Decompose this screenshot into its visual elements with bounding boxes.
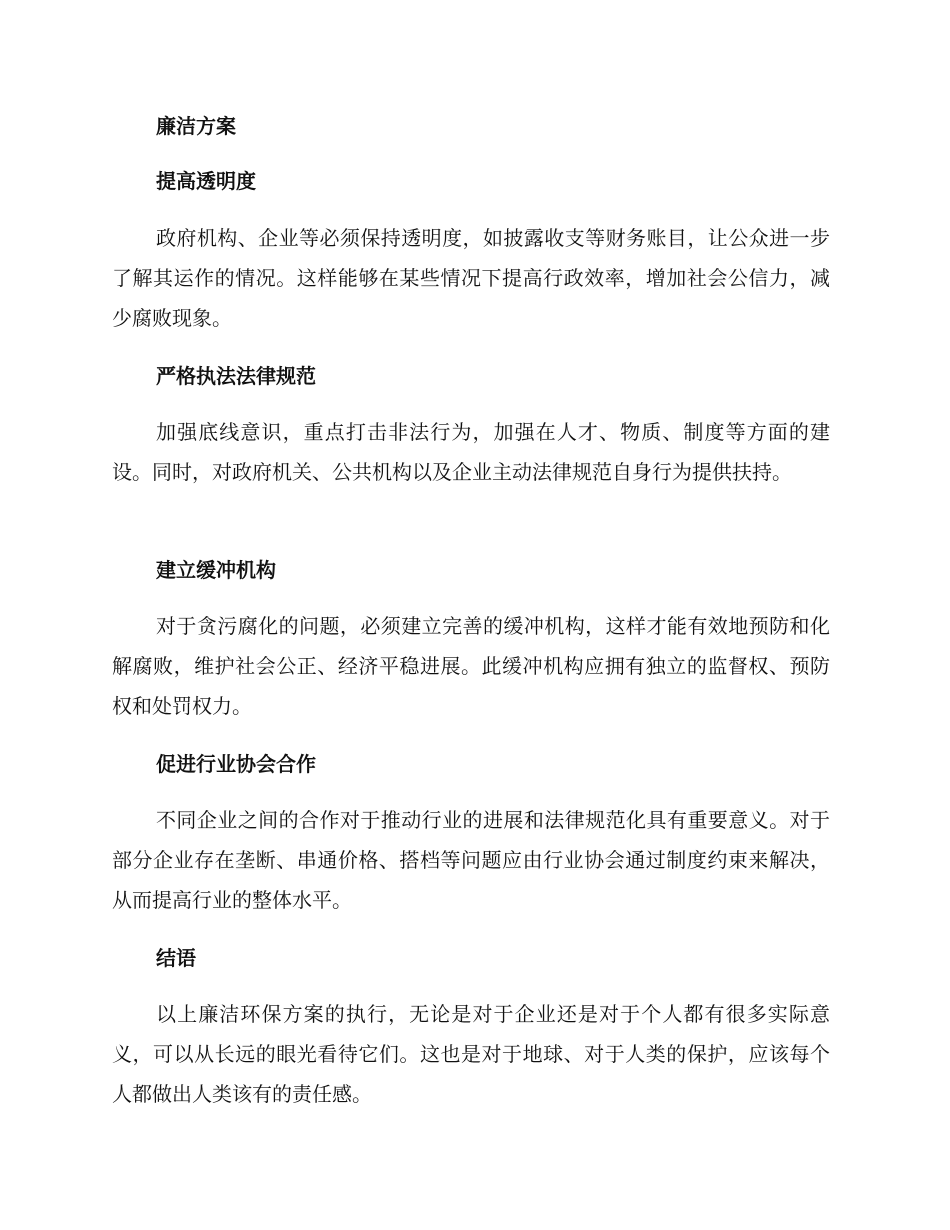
section-heading-industry-cooperation: 促进行业协会合作 (156, 752, 316, 776)
section-body-transparency: 政府机构、企业等必须保持透明度，如披露收支等财务账目，让公众进一步了解其运作的情况。这样能够在某些情况下提高行政效率，增加社会公信力，减少腐败现象。 (112, 226, 830, 330)
document-title: 廉洁方案 (156, 114, 236, 138)
section-heading-transparency: 提高透明度 (156, 169, 256, 193)
section-body-law-enforcement: 加强底线意识，重点打击非法行为，加强在人才、物质、制度等方面的建设。同时，对政府机关、公共机构以及企业主动法律规范自身行为提供扶持。 (112, 420, 830, 484)
section-heading-law-enforcement: 严格执法法律规范 (156, 364, 316, 388)
section-body-conclusion: 以上廉洁环保方案的执行，无论是对于企业还是对于个人都有很多实际意义，可以从长远的眼光看待它们。这也是对于地球、对于人类的保护，应该每个人都做出人类该有的责任感。 (112, 1002, 830, 1106)
section-body-industry-cooperation: 不同企业之间的合作对于推动行业的进展和法律规范化具有重要意义。对于部分企业存在垄断、串通价格、搭档等问题应由行业协会通过制度约束来解决，从而提高行业的整体水平。 (112, 808, 830, 912)
section-heading-conclusion: 结语 (156, 946, 196, 970)
section-body-buffer-agency: 对于贪污腐化的问题，必须建立完善的缓冲机构，这样才能有效地预防和化解腐败，维护社会公正、经济平稳进展。此缓冲机构应拥有独立的监督权、预防权和处罚权力。 (112, 614, 830, 718)
section-heading-buffer-agency: 建立缓冲机构 (156, 558, 276, 582)
